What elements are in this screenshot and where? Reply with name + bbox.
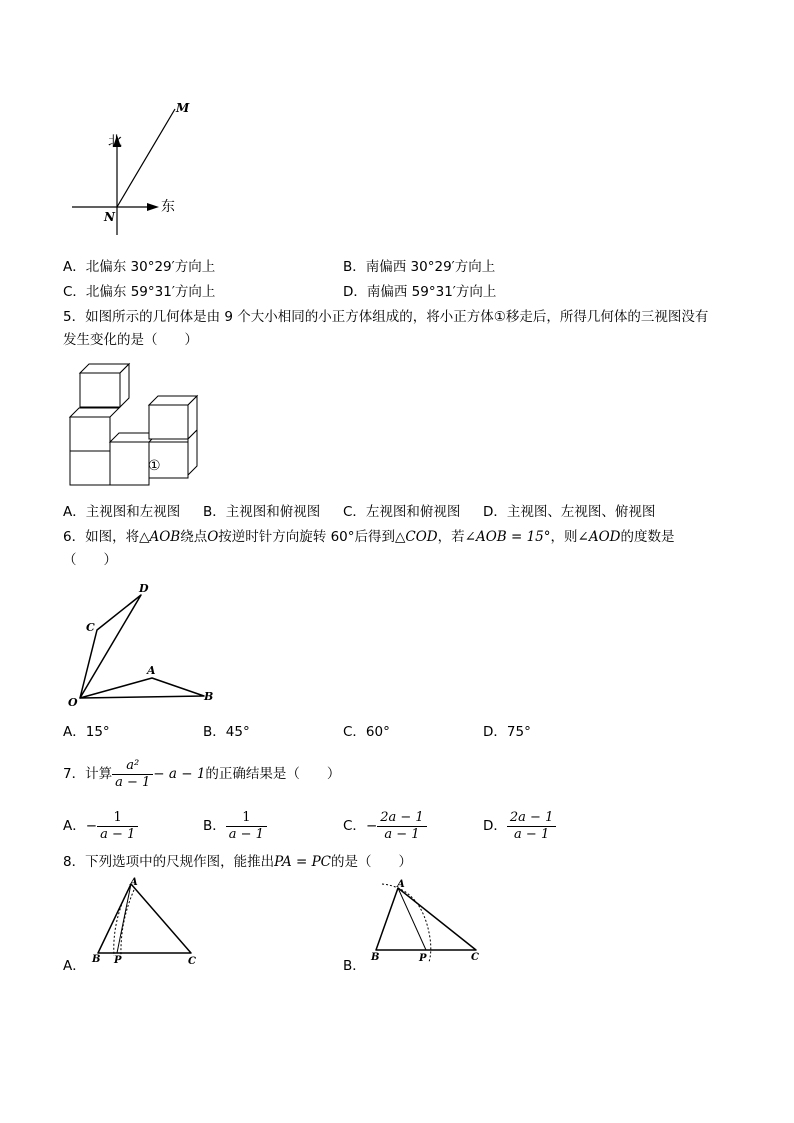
q7-option-c-fraction	[377, 810, 426, 843]
q7-option-d-den: a − 1	[514, 826, 550, 842]
q7-option-b-fraction	[226, 810, 267, 843]
q5-stem-line1: 5．如图所示的几何体是由 9 个大小相同的小正方体组成的，将小正方体①移走后，所得几何体的三视图没有	[63, 309, 709, 325]
q7-fraction	[112, 758, 153, 791]
q7-option-b[interactable]	[203, 806, 267, 846]
point-a-label: A	[147, 664, 156, 677]
q7-option-d-label: D．	[483, 818, 507, 834]
q7-option-d[interactable]	[483, 806, 556, 846]
q8-stem-prefix: 8．下列选项中的尺规作图，能推出	[63, 854, 275, 870]
q7-option-a-den: a − 1	[100, 826, 136, 842]
q7-option-a-num: 1	[97, 810, 138, 827]
q7-option-d-fraction	[507, 810, 556, 843]
point-o-label: O	[68, 696, 78, 709]
q8a-point-p: P	[114, 955, 122, 966]
q6-stem-mid1: 绕点	[180, 529, 208, 545]
q8-stem	[63, 852, 412, 872]
q6-stem-prefix: 6．如图，将	[63, 529, 140, 545]
q6-option-d[interactable]: D．75°	[483, 724, 531, 740]
q5-option-c[interactable]: C．左视图和俯视图	[343, 504, 461, 520]
q6-option-b[interactable]: B．45°	[203, 724, 250, 740]
q7-option-b-label: B．	[203, 818, 226, 834]
q6-triangle-aob: △AOB	[139, 529, 181, 545]
q7-option-d-num: 2a − 1	[507, 810, 556, 827]
q7-stem-suffix: 的正确结果是（ ）	[205, 766, 341, 782]
q7-option-c-den: a − 1	[384, 826, 420, 842]
q6-option-a[interactable]: A．15°	[63, 724, 110, 740]
q7-option-c-label: C．	[343, 818, 366, 834]
q8-stem-expr: PA = PC	[274, 854, 331, 870]
q8-option-b-label[interactable]: B．	[343, 958, 366, 974]
q7-option-a[interactable]	[63, 806, 138, 846]
q5-option-d[interactable]: D．主视图、左视图、俯视图	[483, 504, 656, 520]
q8-figure-b[interactable]	[372, 878, 484, 962]
q6-triangle-cod: △COD	[395, 529, 438, 545]
q7-option-b-num: 1	[226, 810, 267, 827]
q6-stem-mid3: ，若	[437, 529, 465, 545]
q7-option-a-fraction	[97, 810, 138, 843]
q7-option-a-label: A．	[63, 818, 86, 834]
point-m-label: M	[176, 101, 190, 115]
q8a-point-c: C	[188, 956, 196, 967]
q7-option-c[interactable]	[343, 806, 427, 846]
q4-option-d[interactable]: D．南偏西 59°31′方向上	[343, 284, 497, 300]
cube-mark-label: ①	[148, 458, 161, 474]
cube-solid-figure	[66, 360, 202, 488]
q8-stem-suffix: 的是（ ）	[331, 854, 412, 870]
rotation-triangle-figure	[66, 582, 226, 712]
q7-option-c-sign: −	[365, 818, 378, 834]
q6-option-c[interactable]: C．60°	[343, 724, 390, 740]
q6-stem-mid4: ，则	[550, 529, 578, 545]
east-label: 东	[161, 199, 175, 215]
q6-stem-mid2: 按逆时针方向旋转 60°后得到	[218, 529, 396, 545]
q5-option-b[interactable]: B．主视图和俯视图	[203, 504, 321, 520]
q7-option-b-den: a − 1	[228, 826, 264, 842]
point-c-label: C	[86, 621, 95, 634]
q4-option-b[interactable]: B．南偏西 30°29′方向上	[343, 259, 496, 275]
q4-option-a[interactable]: A．北偏东 30°29′方向上	[63, 259, 216, 275]
q6-stem-suffix: 的度数是	[620, 529, 675, 545]
point-d-label: D	[139, 582, 149, 595]
q7-option-c-num: 2a − 1	[377, 810, 426, 827]
q6-angle-given: ∠AOB = 15°	[464, 529, 551, 545]
point-n-label: N	[104, 210, 115, 224]
q8b-point-a: A	[397, 879, 405, 890]
q6-angle-asked: ∠AOD	[577, 529, 621, 545]
q8b-point-c: C	[471, 952, 479, 963]
compass-direction-figure	[60, 95, 220, 235]
q8-option-a-label[interactable]: A．	[63, 958, 86, 974]
north-label: 北	[108, 134, 122, 150]
q5-option-a[interactable]: A．主视图和左视图	[63, 504, 181, 520]
q7-stem-prefix: 7．计算	[63, 766, 113, 782]
q7-frac-num: a²	[112, 758, 153, 775]
q8b-point-b: B	[371, 952, 380, 963]
q7-frac-den: a − 1	[115, 774, 151, 790]
q6-point-o: O	[207, 529, 219, 545]
q6-stem-line1	[63, 527, 674, 547]
q7-option-a-sign: −	[85, 818, 98, 834]
q5-stem-line2: 发生变化的是（ ）	[63, 332, 198, 348]
q4-option-c[interactable]: C．北偏东 59°31′方向上	[63, 284, 216, 300]
q7-expr: − a − 1	[153, 766, 206, 782]
q6-stem-line2: （ ）	[63, 552, 117, 568]
point-b-label: B	[204, 690, 214, 703]
q8a-point-b: B	[92, 954, 101, 965]
q8b-point-p: P	[419, 953, 427, 964]
q8-figure-a[interactable]	[88, 876, 200, 962]
q7-stem	[63, 754, 340, 794]
q8a-point-a: A	[130, 877, 138, 888]
